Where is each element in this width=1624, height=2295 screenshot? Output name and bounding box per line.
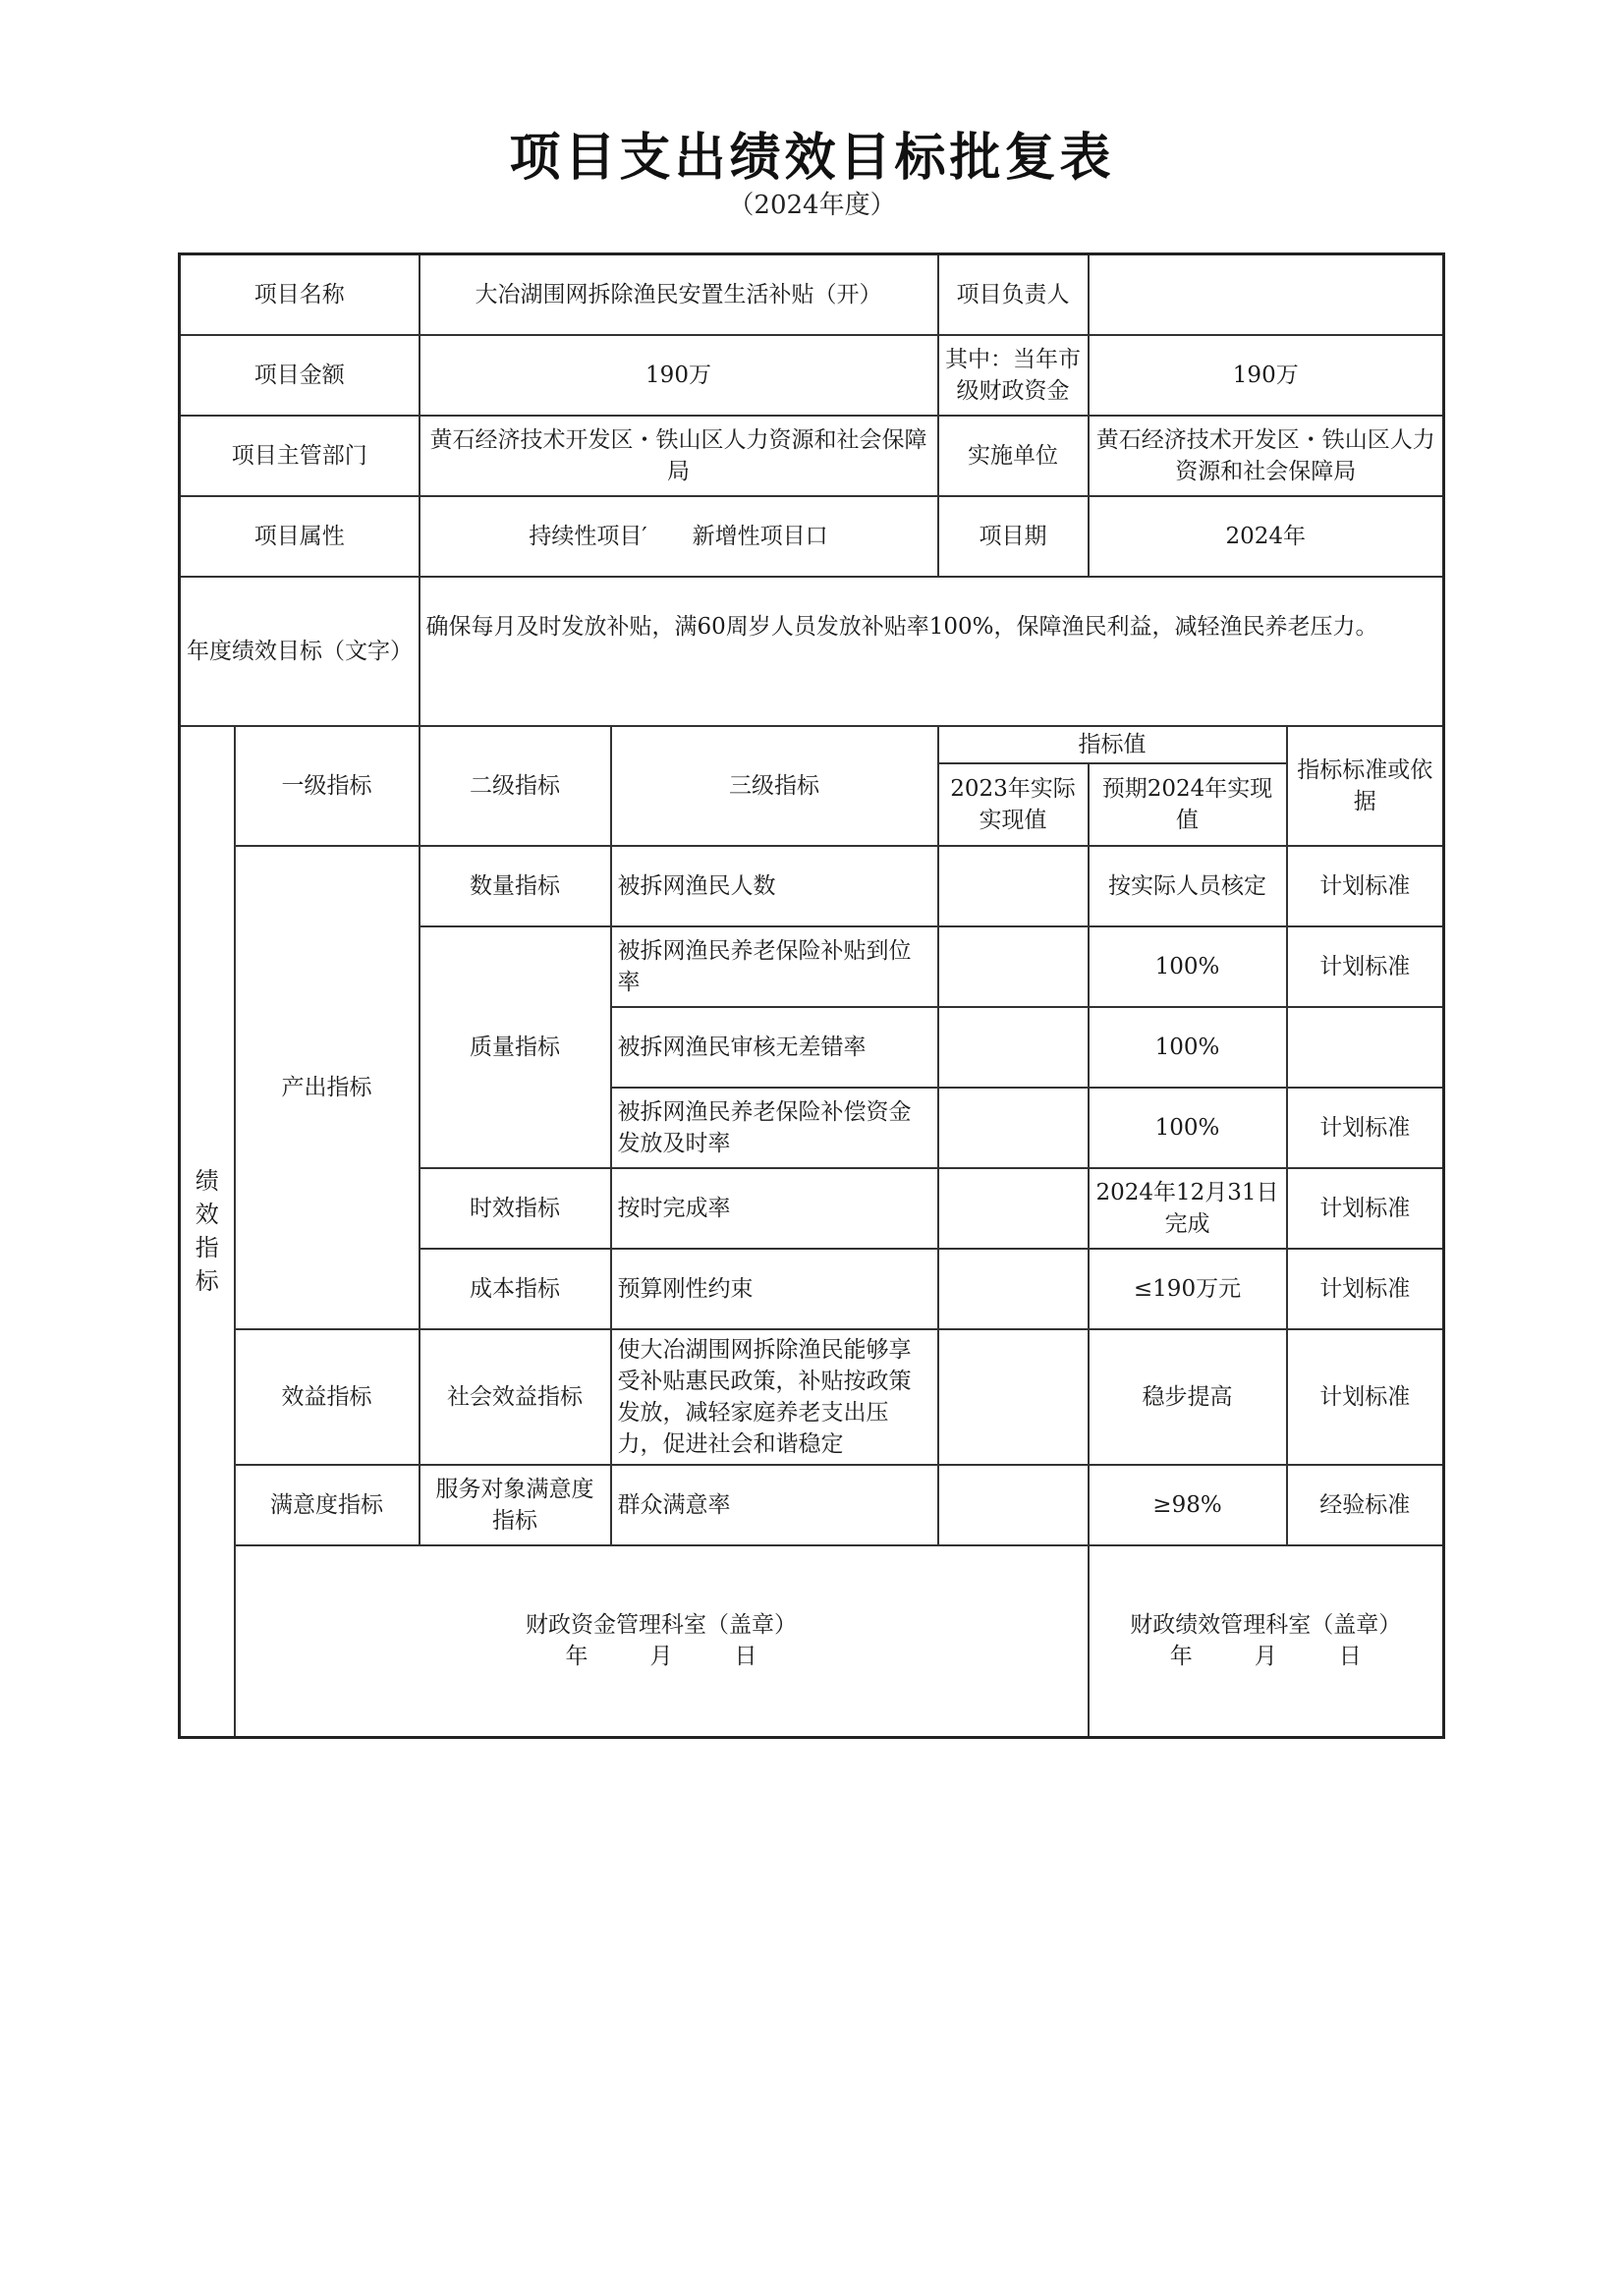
expected-value: 2024年12月31日完成 (1089, 1168, 1287, 1249)
level1-benefit: 效益指标 (235, 1329, 420, 1465)
header-expected-2024: 预期2024年实现值 (1089, 763, 1287, 846)
date-day: 日 (734, 1644, 757, 1670)
level2-quantity: 数量指标 (420, 846, 611, 926)
expected-value: 稳步提高 (1089, 1329, 1287, 1465)
value-department: 黄石经济技术开发区・铁山区人力资源和社会保障局 (420, 416, 938, 496)
value-attribute: 持续性项目′ 新增性项目口 (420, 496, 938, 577)
value-project-name: 大冶湖围网拆除渔民安置生活补贴（开） (420, 254, 938, 335)
standard-value: 计划标准 (1287, 1249, 1444, 1329)
actual-value (938, 1249, 1089, 1329)
label-project-owner: 项目负责人 (938, 254, 1089, 335)
indicator-row (180, 1465, 1444, 1545)
side-label-performance-indicators (180, 726, 235, 1738)
signature-funds-office (235, 1545, 1089, 1738)
date-year: 年 (565, 1644, 588, 1670)
level1-output: 产出指标 (235, 846, 420, 1329)
value-project-owner (1089, 254, 1444, 335)
row-annual-goal (180, 577, 1444, 726)
standard-value: 计划标准 (1287, 1168, 1444, 1249)
signature-row (180, 1545, 1444, 1738)
performance-office-label: 财政绩效管理科室（盖章） (1130, 1612, 1402, 1639)
value-implementer: 黄石经济技术开发区・铁山区人力资源和社会保障局 (1089, 416, 1444, 496)
value-period: 2024年 (1089, 496, 1444, 577)
label-project-amount: 项目金额 (180, 335, 420, 416)
level3-name: 按时完成率 (611, 1168, 938, 1249)
label-implementer: 实施单位 (938, 416, 1089, 496)
date-month: 月 (649, 1644, 673, 1670)
page-title: 项目支出绩效目标批复表 (509, 129, 1115, 188)
level2-social: 社会效益指标 (420, 1329, 611, 1465)
expected-value: 100% (1089, 1088, 1287, 1168)
standard-value (1287, 1007, 1444, 1088)
value-city-fund: 190万 (1089, 335, 1444, 416)
actual-value (938, 846, 1089, 926)
expected-value: ≥98% (1089, 1465, 1287, 1545)
level3-name: 被拆网渔民审核无差错率 (611, 1007, 938, 1088)
expected-value: 按实际人员核定 (1089, 846, 1287, 926)
performance-target-table (178, 252, 1445, 1739)
row-project-amount (180, 335, 1444, 416)
label-city-fund-text: 其中：当年市级财政资金 (945, 346, 1081, 404)
header-actual-2023: 2023年实际实现值 (938, 763, 1089, 846)
header-indicator-value: 指标值 (938, 726, 1287, 763)
row-project-name (180, 254, 1444, 335)
header-level1: 一级指标 (235, 726, 420, 846)
header-level2: 二级指标 (420, 726, 611, 846)
date-month: 月 (1254, 1644, 1277, 1670)
level2-service: 服务对象满意度指标 (420, 1465, 611, 1545)
date-day: 日 (1338, 1644, 1362, 1670)
actual-value (938, 1168, 1089, 1249)
level3-name: 群众满意率 (611, 1465, 938, 1545)
row-department (180, 416, 1444, 496)
indicator-row (180, 1329, 1444, 1465)
date-year: 年 (1169, 1644, 1193, 1670)
level2-cost: 成本指标 (420, 1249, 611, 1329)
funds-office-date (242, 1641, 1082, 1672)
performance-office-date (1095, 1641, 1437, 1672)
signature-performance-office (1089, 1545, 1444, 1738)
label-annual-goal: 年度绩效目标（文字） (180, 577, 420, 726)
label-period: 项目期 (938, 496, 1089, 577)
standard-value: 计划标准 (1287, 846, 1444, 926)
row-attribute (180, 496, 1444, 577)
level2-timeliness: 时效指标 (420, 1168, 611, 1249)
standard-value: 经验标准 (1287, 1465, 1444, 1545)
level3-name: 被拆网渔民人数 (611, 846, 938, 926)
expected-value: 100% (1089, 926, 1287, 1007)
indicator-header-row (180, 726, 1444, 763)
level3-name: 预算刚性约束 (611, 1249, 938, 1329)
actual-value (938, 926, 1089, 1007)
level3-name: 被拆网渔民养老保险补贴到位率 (611, 926, 938, 1007)
side-label-text: 绩效指标 (195, 1167, 219, 1296)
page-subtitle-year: （2024年度） (728, 191, 896, 220)
standard-value: 计划标准 (1287, 1088, 1444, 1168)
expected-value: ≤190万元 (1089, 1249, 1287, 1329)
label-project-name: 项目名称 (180, 254, 420, 335)
label-department: 项目主管部门 (180, 416, 420, 496)
standard-value: 计划标准 (1287, 1329, 1444, 1465)
level2-quality: 质量指标 (420, 926, 611, 1168)
value-annual-goal: 确保每月及时发放补贴，满60周岁人员发放补贴率100%，保障渔民利益，减轻渔民养老压力。 (420, 577, 1444, 726)
funds-office-label: 财政资金管理科室（盖章） (526, 1612, 797, 1639)
indicator-row (180, 846, 1444, 926)
actual-value (938, 1329, 1089, 1465)
actual-value (938, 1007, 1089, 1088)
level3-name: 被拆网渔民养老保险补偿资金发放及时率 (611, 1088, 938, 1168)
standard-value: 计划标准 (1287, 926, 1444, 1007)
header-standard: 指标标准或依据 (1287, 726, 1444, 846)
expected-value: 100% (1089, 1007, 1287, 1088)
header-level3: 三级指标 (611, 726, 938, 846)
label-city-fund (938, 335, 1089, 416)
level1-satisfaction: 满意度指标 (235, 1465, 420, 1545)
level3-name: 使大冶湖围网拆除渔民能够享受补贴惠民政策，补贴按政策发放，减轻家庭养老支出压力，促进社会和谐稳定 (611, 1329, 938, 1465)
actual-value (938, 1465, 1089, 1545)
value-project-amount: 190万 (420, 335, 938, 416)
actual-value (938, 1088, 1089, 1168)
label-attribute: 项目属性 (180, 496, 420, 577)
